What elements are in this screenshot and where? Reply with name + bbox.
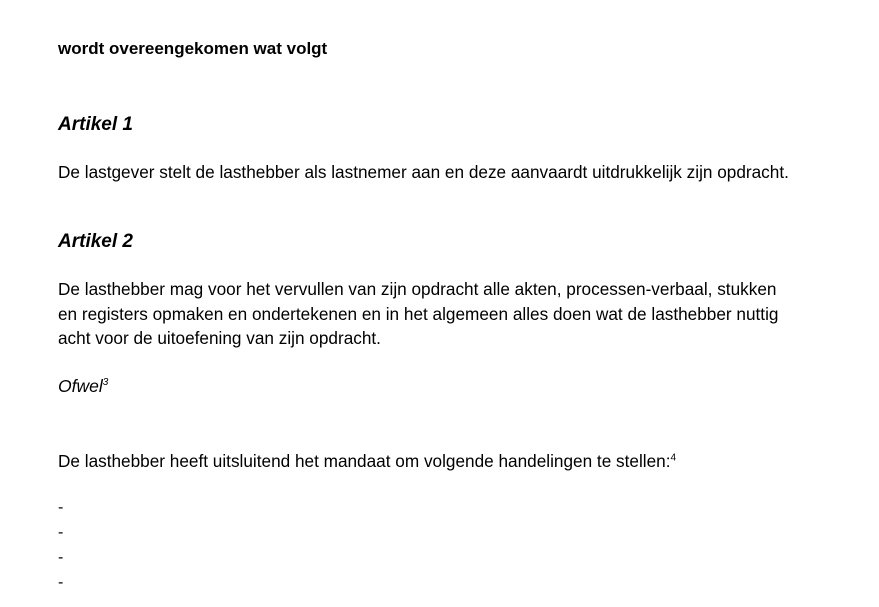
list-item: -: [58, 499, 64, 516]
article-2-line-1: De lasthebber mag voor het vervullen van zijn opdracht alle akten, processen-verbaal, stukken: [58, 279, 777, 299]
footnote-ref-3: 3: [102, 377, 109, 389]
list-item: -: [58, 549, 64, 566]
ofwel-label: [58, 376, 108, 397]
ofwel-text: Ofwel: [58, 376, 103, 396]
list-item: -: [58, 524, 64, 541]
article-2-title: Artikel 2: [58, 231, 133, 252]
mandate-text: [58, 449, 676, 474]
article-2-line-2: en registers opmaken en ondertekenen en in het algemeen alles doen wat de lasthebber nuttig: [58, 303, 779, 324]
intro-heading: wordt overeengekomen wat volgt: [58, 39, 328, 58]
article-1-text: De lastgever stelt de lasthebber als lastnemer aan en deze aanvaardt uitdrukkelijk zijn opdracht.: [58, 162, 789, 182]
footnote-ref-4: 4: [670, 452, 677, 464]
article-2-line-3: acht voor de uitoefening van zijn opdracht.: [58, 328, 381, 348]
mandate-sentence: De lasthebber heeft uitsluitend het mandaat om volgende handelingen te stellen:: [58, 451, 671, 471]
article-1-title: Artikel 1: [58, 114, 133, 135]
list-item: -: [58, 574, 64, 591]
